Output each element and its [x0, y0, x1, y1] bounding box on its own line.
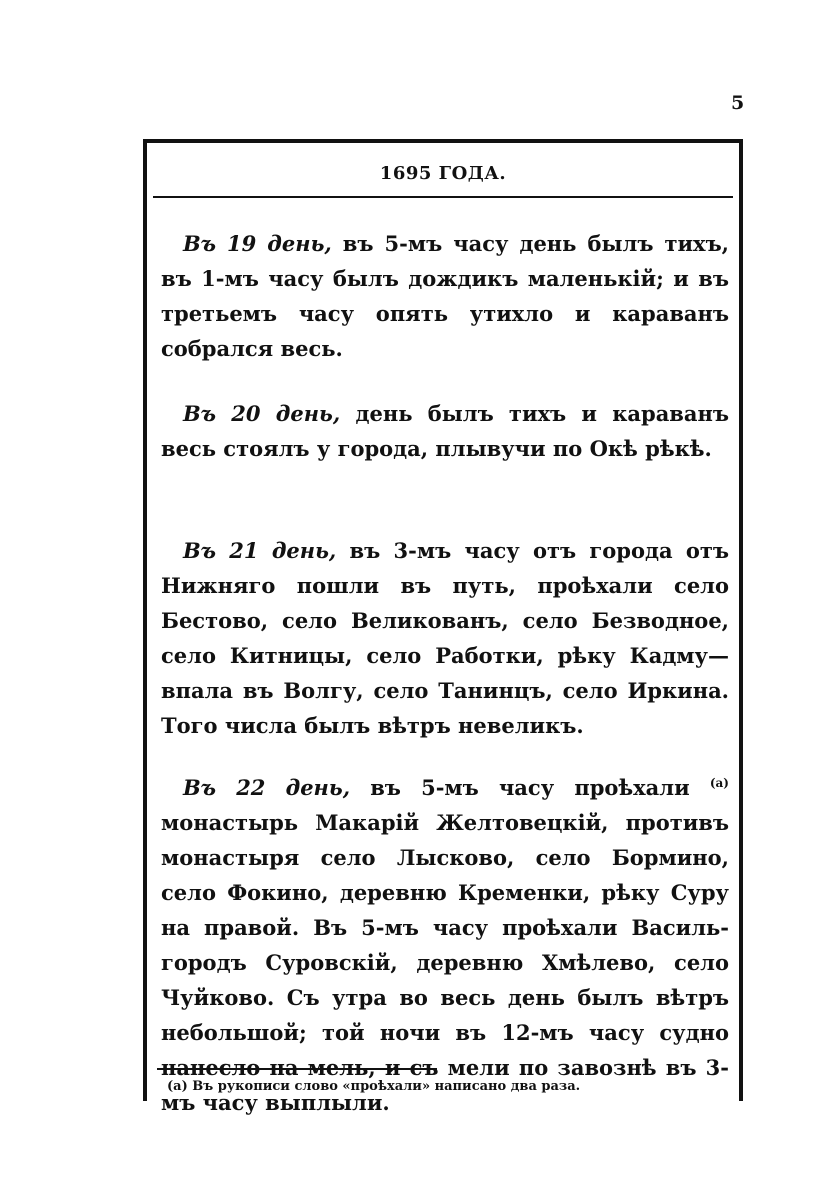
header-rule	[153, 196, 733, 198]
year-header: 1695 ГОДА.	[379, 163, 507, 184]
footnote: (a) Въ рукописи слово «проѣхали» написано два раза.	[167, 1079, 581, 1094]
entry-20	[161, 396, 729, 466]
footnote-rule	[157, 1068, 437, 1070]
entry-lead: Въ 20 день,	[183, 401, 341, 426]
page-number: 5	[731, 92, 745, 114]
entry-text: въ 5-мъ часу проѣхали	[350, 775, 710, 800]
entry-lead: Въ 22 день,	[183, 775, 351, 800]
entry-text: въ 3-мъ часу отъ города отъ Нижняго пошли въ путь, проѣхали село Бестово, село Великованъ, село Безводное, село Китницы, село Работки, рѣку Кадму—впала въ Волгу, село Танинцъ, село Иркина. Того числа былъ вѣтръ невеликъ.	[161, 538, 729, 738]
entry-21	[161, 533, 729, 743]
entry-lead: Въ 21 день,	[183, 538, 337, 563]
entry-text: въ 5-мъ часу день былъ тихъ, въ 1-мъ часу былъ дождикъ маленькій; и въ третьемъ часу опять утихло и караванъ собрался весь.	[161, 231, 729, 361]
page-frame	[143, 139, 743, 1115]
footnote-mark: (a)	[709, 776, 729, 790]
entry-lead: Въ 19 день,	[183, 231, 332, 256]
entry-text: день былъ тихъ и караванъ весь стоялъ у города, плывучи по Окѣ рѣкѣ.	[161, 401, 729, 461]
entry-19	[161, 226, 729, 366]
entry-text: монастырь Макарій Желтовецкій, противъ монастыря село Лысково, село Бормино, село Фокино, деревню Кременки, рѣку Суру на правой. Въ 5-мъ часу проѣхали Василь-городъ Суровскій, деревню Хмѣлево, село Чуйково. Съ утра во весь день былъ вѣтръ небольшой; той ночи въ 12-мъ часу судно нанесло на мель, и съ мели по завознѣ въ 3-мъ часу выплыли.	[161, 810, 729, 1115]
